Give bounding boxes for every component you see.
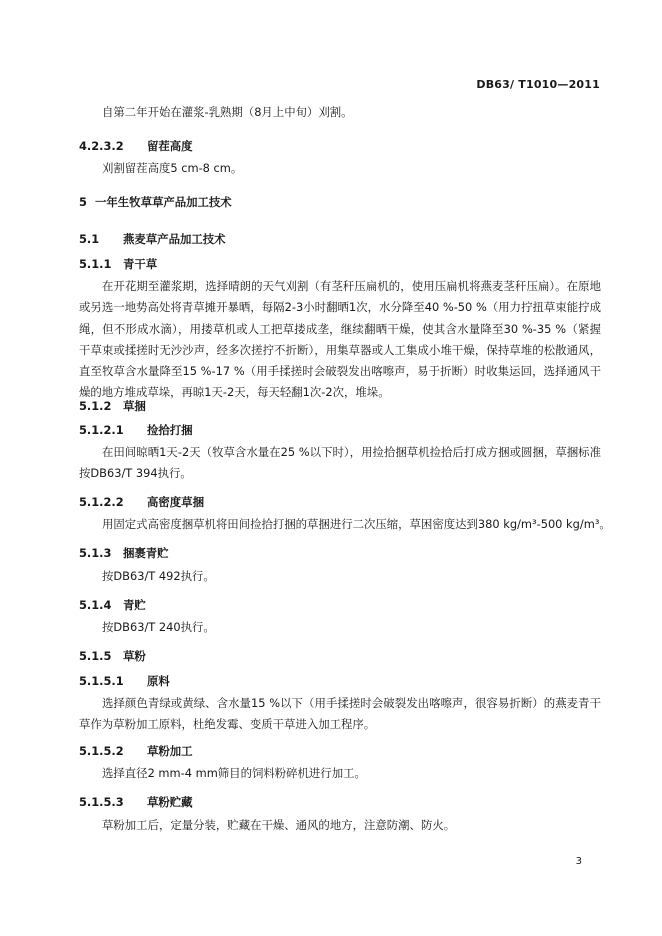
body-line: 选择直径2 mm-4 mm筛目的饲料粉碎机进行加工。 [102, 766, 366, 780]
heading-number: 5.1.2.1 [79, 423, 124, 437]
heading-title: 青贮 [123, 598, 146, 612]
body-line: 自第二年开始在灌浆-乳熟期（8月上中旬）刈割。 [102, 105, 353, 119]
heading-5-1-3 [79, 545, 169, 561]
heading-title: 燕麦草产品加工技术 [123, 232, 226, 246]
heading-title: 草粉贮藏 [147, 795, 193, 809]
body-line: 按DB63/T 492执行。 [102, 569, 215, 583]
page-number: 3 [575, 856, 582, 867]
heading-title: 原料 [147, 674, 170, 688]
paragraph-hay: 在开花期至灌浆期，选择晴朗的天气刈割（有茎秆压扁机的，使用压扁机将燕麦茎秆压扁）。在原地或另选一地势高处将青草摊开暴晒，每隔2-3小时翻晒1次，水分降至40 %-50 %（用力拧扭草束能拧成绳，但不形成水滴），用搂草机或人工把草搂成垄，继续翻晒干燥，使其含水量降至30 %-35 %（紧握干草束或揉搓时无沙沙声，经多次搓拧不折断），用集草器或人工集成小堆干燥，保持草堆的松散通风，直至牧草含水量降至15 %-17 %（用手揉搓时会破裂发出喀嚓声，易于折断）时收集运回，选择通风干燥的地方堆成草垛，再晾1天-2天，每天轻翻1次-2次，堆垛。 [79, 279, 601, 400]
heading-number: 5.1.2 [79, 399, 112, 413]
heading-title: 草粉 [123, 649, 146, 663]
paragraph-baling: 在田间晾晒1天-2天（牧草含水量在25 %以下时），用捡拾捆草机捡拾后打成方捆或圆捆，草捆标准按DB63/T 394执行。 [79, 445, 601, 481]
body-line: 按DB63/T 240执行。 [102, 620, 215, 634]
paragraph-raw-material: 选择颜色青绿或黄绿、含水量15 %以下（用手揉搓时会破裂发出喀嚓声，很容易折断）的燕麦青干草作为草粉加工原料，杜绝发霉、变质干草进入加工程序。 [79, 696, 601, 732]
heading-4-2-3-2 [79, 138, 193, 154]
heading-title: 一年生牧草草产品加工技术 [95, 195, 232, 209]
heading-number: 5.1 [79, 232, 100, 246]
heading-title: 捡拾打捆 [147, 423, 193, 437]
heading-number: 5.1.5 [79, 649, 112, 663]
heading-number: 5.1.1 [79, 257, 112, 271]
heading-title: 捆裹青贮 [123, 546, 169, 560]
body-line: 草粉加工后，定量分装，贮藏在干燥、通风的地方，注意防潮、防火。 [102, 818, 456, 832]
heading-number: 5.1.5.1 [79, 674, 124, 688]
heading-title: 留茬高度 [147, 139, 193, 153]
heading-5-1-4 [79, 597, 146, 613]
heading-title: 草粉加工 [147, 744, 193, 758]
heading-5-1-2 [79, 398, 146, 414]
heading-number: 5 [79, 195, 87, 209]
heading-number: 5.1.3 [79, 546, 112, 560]
heading-title: 高密度草捆 [147, 495, 204, 509]
body-line: 用固定式高密度捆草机将田间捡拾打捆的草捆进行二次压缩，草困密度达到380 kg/m³-500 kg/m³。 [102, 517, 611, 531]
heading-5-1-5-2 [79, 743, 193, 759]
heading-number: 5.1.5.3 [79, 795, 124, 809]
heading-5 [79, 194, 232, 210]
heading-5-1-2-2 [79, 494, 204, 510]
heading-5-1-1 [79, 256, 157, 272]
heading-5-1-2-1 [79, 422, 193, 438]
body-line: 刈割留茬高度5 cm-8 cm。 [102, 161, 243, 175]
heading-5-1 [79, 231, 226, 247]
heading-number: 5.1.4 [79, 598, 112, 612]
heading-5-1-5 [79, 648, 146, 664]
standard-code: DB63/ T1010—2011 [476, 78, 600, 91]
heading-number: 5.1.5.2 [79, 744, 124, 758]
heading-5-1-5-1 [79, 673, 170, 689]
heading-number: 4.2.3.2 [79, 139, 124, 153]
heading-5-1-5-3 [79, 794, 193, 810]
heading-number: 5.1.2.2 [79, 495, 124, 509]
heading-title: 青干草 [123, 257, 158, 271]
heading-title: 草捆 [123, 399, 146, 413]
